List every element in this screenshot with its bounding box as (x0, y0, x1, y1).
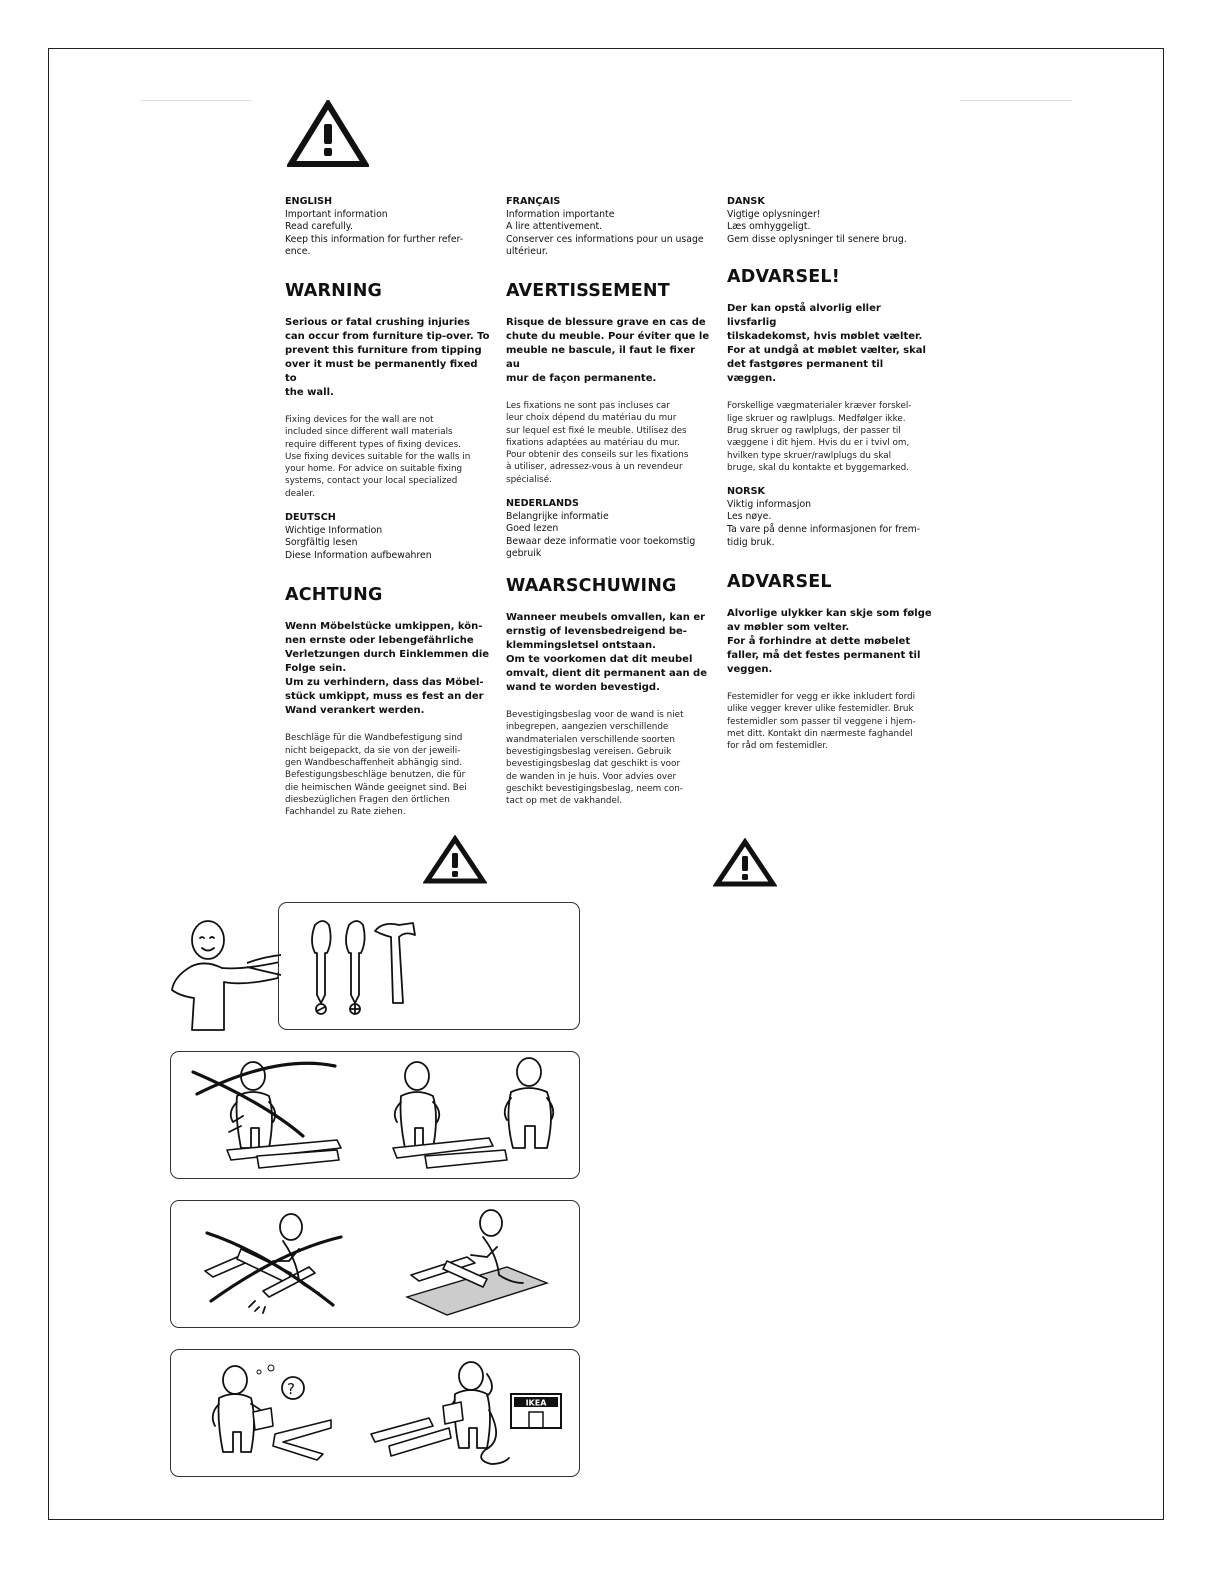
bold-line: ernstig of levensbedreigend be- (506, 626, 687, 638)
cross-out-mark (193, 1072, 303, 1136)
warning-body-text (506, 400, 711, 486)
info-line: Les nøye. (727, 511, 772, 523)
body-line: ulike vegger krever ulike festemidler. Bruk (727, 704, 914, 715)
warning-body-text (285, 732, 490, 818)
info-line: Læs omhyggeligt. (727, 221, 811, 233)
body-line: leur choix dépend du matériau du mur (506, 413, 677, 424)
body-line: bevestigingsbeslag vereisen. Gebruik (506, 746, 672, 757)
bold-line: av møbler som velter. (727, 622, 850, 634)
two-person-panel (170, 1051, 580, 1179)
column-dansk-norsk (727, 196, 932, 765)
warning-body-text (727, 400, 932, 474)
bold-line: Um zu verhindern, dass das Möbel- (285, 677, 484, 689)
info-line: ence. (285, 246, 311, 258)
speech-pointer (247, 953, 281, 973)
column-english-deutsch (285, 196, 490, 831)
body-line: Fixing devices for the wall are not (285, 414, 434, 425)
warning-triangle-icon (423, 835, 487, 885)
dansk-info (727, 196, 932, 246)
flat-screwdriver-icon (312, 921, 331, 1014)
body-line: diesbezüglichen Fragen den örtlichen (285, 794, 450, 805)
info-line: Read carefully. (285, 221, 353, 233)
bold-line: Risque de blessure grave en cas de (506, 316, 706, 328)
warning-heading: ADVARSEL! (727, 267, 840, 288)
bold-line: Alvorlige ulykker kan skje som følge (727, 608, 932, 620)
nederlands-info (506, 498, 711, 561)
info-line: Important information (285, 208, 388, 220)
language-label: NEDERLANDS (506, 498, 579, 510)
body-line: Pour obtenir des conseils sur les fixations (506, 450, 689, 461)
svg-text:?: ? (287, 1380, 295, 1398)
warning-heading: ADVARSEL (727, 572, 832, 593)
body-line: included since different wall materials (285, 427, 453, 438)
warning-bold-text (285, 620, 490, 718)
bold-line: mur de façon permanente. (506, 372, 657, 384)
bold-line: Om te voorkomen dat dit meubel (506, 654, 693, 666)
bold-line: Wenn Möbelstücke umkippen, kön- (285, 621, 483, 633)
bold-line: faller, må det festes permanent til (727, 650, 921, 662)
body-line: Brug skruer og rawlplugs, der passer til (727, 425, 901, 436)
info-line: gebruik (506, 548, 542, 560)
bold-line: Verletzungen durch Einklemmen die (285, 649, 490, 661)
deutsch-info (285, 512, 490, 562)
body-line: lige skruer og rawlplugs. Medfølger ikke. (727, 413, 906, 424)
body-line: geschikt bevestigingsbeslag, neem con- (506, 783, 683, 794)
question-mark-icon (282, 1377, 304, 1399)
top-rule-left (140, 100, 252, 101)
body-line: Fachhandel zu Rate ziehen. (285, 807, 406, 818)
two-person-illustration (171, 1052, 579, 1178)
bold-line: Folge sein. (285, 663, 347, 675)
warning-heading: WARNING (285, 280, 383, 301)
language-label: DEUTSCH (285, 512, 336, 524)
tools-panel (278, 902, 580, 1030)
body-line: for råd om festemidler. (727, 741, 829, 752)
top-rule-right (960, 100, 1072, 101)
warning-body-text (727, 691, 932, 752)
warning-body-text (285, 414, 490, 500)
info-line: Gem disse oplysninger til senere brug. (727, 233, 907, 245)
language-label: DANSK (727, 196, 765, 207)
body-line: nicht beigepackt, da sie von der jeweili- (285, 745, 461, 756)
bold-line: omvalt, dient dit permanent aan de (506, 668, 708, 680)
info-line: Diese Information aufbewahren (285, 549, 432, 561)
info-line: ultérieur. (506, 246, 548, 258)
bold-line: chute du meuble. Pour éviter que le (506, 330, 710, 342)
body-line: Les fixations ne sont pas incluses car (506, 400, 670, 411)
info-line: Goed lezen (506, 523, 559, 535)
warning-heading: AVERTISSEMENT (506, 280, 670, 301)
tools-illustration (279, 903, 579, 1029)
english-info (285, 196, 490, 259)
body-line: wandmaterialen verschillende soorten (506, 734, 675, 745)
body-line: bevestigingsbeslag dat geschikt is voor (506, 759, 681, 770)
warning-bold-text (727, 607, 932, 677)
bold-line: wand te worden bevestigd. (506, 682, 660, 694)
info-line: Viktig informasjon (727, 498, 812, 510)
body-line: require different types of fixing devices. (285, 439, 461, 450)
contact-ikea-illustration (171, 1350, 579, 1476)
body-line: Forskellige vægmaterialer kræver forskel- (727, 401, 912, 412)
info-line: Conserver ces informations pour un usage (506, 233, 704, 245)
body-line: sur lequel est fixé le meuble. Utilisez des (506, 425, 687, 436)
bold-line: can occur from furniture tip-over. To (285, 330, 490, 342)
info-line: Wichtige Information (285, 524, 383, 536)
ikea-store-icon (511, 1394, 561, 1428)
ask-help-panel (170, 1349, 580, 1477)
body-line: die heimischen Wände geeignet sind. Bei (285, 782, 467, 793)
language-label: FRANÇAIS (506, 196, 561, 207)
cross-out-mark (197, 1063, 335, 1094)
bold-line: nen ernste oder lebengefährliche (285, 635, 474, 647)
body-line: gen Wandbeschaffenheit abhängig sind. (285, 758, 463, 769)
body-line: hvilken type skruer/rawlplugs du skal (727, 450, 892, 461)
bold-line: Der kan opstå alvorlig eller livsfarlig (727, 303, 881, 329)
carpet-panel (170, 1200, 580, 1328)
body-line: systems, contact your local specialized (285, 476, 458, 487)
bold-line: the wall. (285, 386, 334, 398)
store-logo-text: IKEA (525, 1398, 547, 1408)
body-line: met ditt. Kontakt din nærmeste faghandel (727, 729, 913, 740)
floor-assembly (205, 1214, 319, 1313)
bold-line: tilskadekomst, hvis møblet vælter. (727, 331, 923, 343)
body-line: fixations adaptées au matériau du mur. (506, 437, 681, 448)
warning-body-text (506, 709, 711, 807)
warning-triangle-icon (713, 838, 777, 888)
two-person-assembly (393, 1058, 553, 1168)
warning-bold-text (506, 611, 711, 695)
bold-line: meuble ne bascule, il faut le fixer au (506, 344, 696, 370)
info-line: Ta vare på denne informasjonen for frem- (727, 523, 921, 535)
body-line: à utiliser, adressez-vous à un revendeur (506, 462, 683, 473)
francais-info (506, 196, 711, 259)
hammer-icon (375, 923, 415, 1003)
language-label: ENGLISH (285, 196, 333, 207)
body-line: væggene i dit hjem. Hvis du er i tvivl om, (727, 438, 910, 449)
info-line: Vigtige oplysninger! (727, 208, 821, 220)
body-line: inbegrepen, aangezien verschillende (506, 722, 669, 733)
info-line: Keep this information for further refer- (285, 233, 464, 245)
bold-line: For at undgå at møblet vælter, skal (727, 345, 926, 357)
warning-triangle-icon (287, 100, 369, 168)
body-line: your home. For advice on suitable fixing (285, 464, 463, 475)
body-line: Befestigungsbeschläge benutzen, die für (285, 770, 466, 781)
info-line: Belangrijke informatie (506, 510, 609, 522)
bold-line: prevent this furniture from tipping (285, 344, 482, 356)
body-line: Festemidler for vegg er ikke inkludert fordi (727, 692, 916, 703)
bold-line: klemmingsletsel ontstaan. (506, 640, 656, 652)
bold-line: Wand verankert werden. (285, 705, 425, 717)
bold-line: For å forhindre at dette møbelet (727, 636, 911, 648)
warning-heading: ACHTUNG (285, 585, 383, 606)
info-line: A lire attentivement. (506, 221, 603, 233)
body-line: Bevestigingsbeslag voor de wand is niet (506, 710, 684, 721)
bold-line: Serious or fatal crushing injuries (285, 316, 471, 328)
body-line: tact op met de vakhandel. (506, 796, 623, 807)
info-line: Bewaar deze informatie voor toekomstig (506, 535, 696, 547)
warning-bold-text (285, 316, 490, 400)
warning-heading: WAARSCHUWING (506, 576, 677, 597)
confused-person (213, 1365, 274, 1452)
body-line: Use fixing devices suitable for the walls in (285, 451, 471, 462)
body-line: de wanden in je huis. Voor advies over (506, 771, 677, 782)
warning-bold-text (727, 302, 932, 386)
use-carpet-illustration (171, 1201, 579, 1327)
norsk-info (727, 486, 932, 549)
body-line: spécialisé. (506, 474, 552, 485)
bold-line: veggen. (727, 664, 773, 676)
language-label: NORSK (727, 486, 765, 498)
carpet-assembly (407, 1210, 547, 1315)
info-line: Sorgfältig lesen (285, 537, 358, 549)
bold-line: over it must be permanently fixed to (285, 358, 478, 384)
phillips-screwdriver-icon (346, 921, 365, 1014)
one-person-assembly (227, 1062, 341, 1168)
body-line: festemidler som passer til veggene i hjem- (727, 716, 916, 727)
bold-line: stück umkippt, muss es fest an der (285, 691, 484, 703)
bold-line: Wanneer meubels omvallen, kan er (506, 612, 706, 624)
column-francais-nederlands (506, 196, 711, 819)
info-line: tidig bruk. (727, 536, 775, 548)
calling-person (371, 1362, 509, 1464)
info-line: Information importante (506, 208, 615, 220)
body-line: bruge, skal du kontakte et byggemarked. (727, 462, 909, 473)
body-line: Beschläge für die Wandbefestigung sind (285, 733, 463, 744)
body-line: dealer. (285, 488, 315, 499)
warning-bold-text (506, 316, 711, 386)
bold-line: det fastgøres permanent til væggen. (727, 359, 884, 385)
